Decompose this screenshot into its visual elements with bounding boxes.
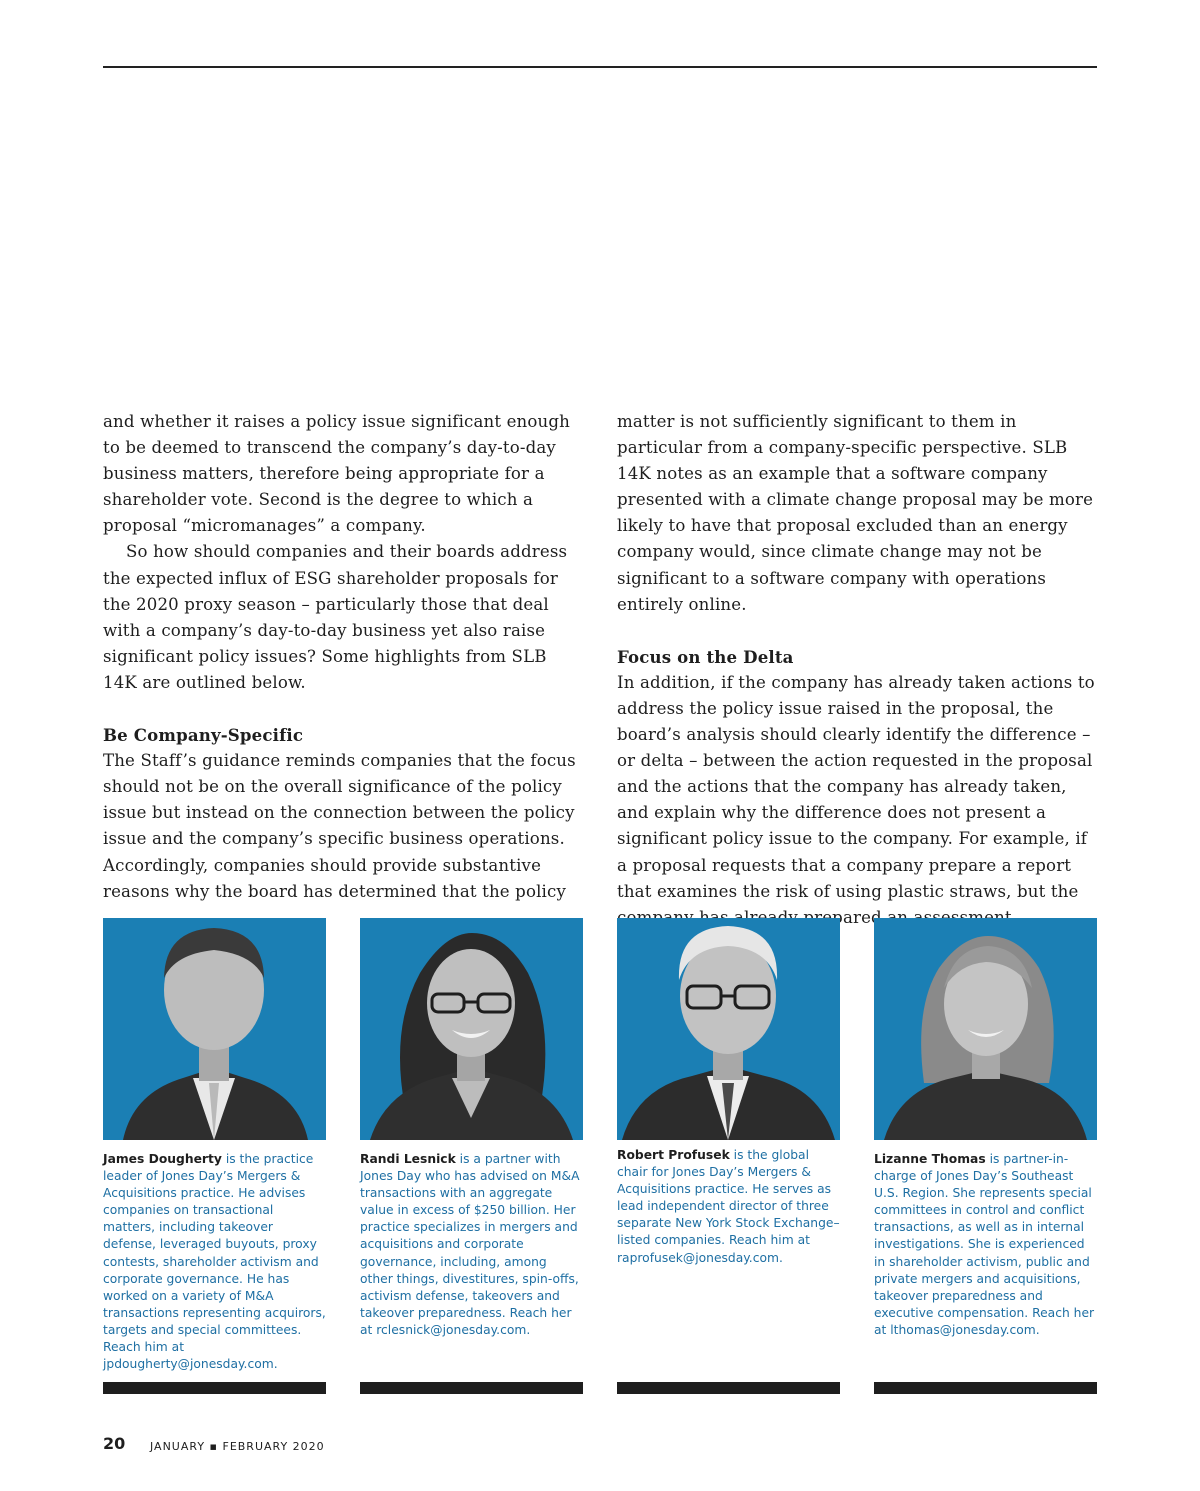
issue-date: JANUARY ▪ FEBRUARY 2020 — [150, 1440, 325, 1453]
top-rule — [103, 66, 1097, 68]
author-bio-lesnick — [360, 918, 583, 1339]
author-description: is a partner with Jones Day who has advised on M&A transactions with an aggregate value in excess of $250 billion. Her practice specializes in mergers and acquisitions and corporate governance, including, among other things, divestitures, spin-offs, activism defense, takeovers and takeover preparedness. Reach her at rclesnick@jonesday.com. — [360, 1152, 580, 1337]
bio-divider-bar — [360, 1382, 583, 1394]
left-paragraph-2: So how should companies and their boards address the expected influx of ESG shareholder proposals for the 2020 proxy season – particularly those that deal with a company’s day-to-day business yet also raise significant policy issues? Some highlights from SLB 14K are outlined below. — [103, 542, 568, 692]
author-bio-text — [617, 1147, 840, 1267]
author-bio-profusek — [617, 918, 840, 1267]
left-paragraph-3: The Staff’s guidance reminds companies that the focus should not be on the overall significance of the policy issue but instead on the connection between the policy issue and the company’s specific business operations. Accordingly, companies should provide substantive reasons why the board has determined that the policy — [103, 751, 576, 901]
author-description: is the practice leader of Jones Day’s Mergers & Acquisitions practice. He advises companies on transactional matters, including takeover defense, leveraged buyouts, proxy contests, shareholder activism and corporate governance. He has worked on a variety of M&A transactions representing acquirors, targets and special committees. Reach him at jpdougherty@jonesday.com. — [103, 1152, 326, 1372]
bio-divider-bar — [103, 1382, 326, 1394]
right-column — [617, 409, 1097, 931]
author-name: Randi Lesnick — [360, 1152, 456, 1166]
author-name: Lizanne Thomas — [874, 1152, 986, 1166]
section-heading-focus-delta: Focus on the Delta — [617, 646, 794, 667]
author-photo — [103, 918, 326, 1140]
left-column — [103, 409, 585, 905]
author-description: is partner-in-charge of Jones Day’s Southeast U.S. Region. She represents special committees in control and conflict transactions, as well as in internal investigations. She is experienced in shareholder activism, public and private mergers and acquisitions, takeover preparedness and executive compensation. Reach her at lthomas@jonesday.com. — [874, 1152, 1095, 1337]
author-bio-dougherty — [103, 918, 326, 1373]
section-heading-company-specific: Be Company-Specific — [103, 725, 304, 746]
left-paragraph-1: and whether it raises a policy issue significant enough to be deemed to transcend the company’s day-to-day business matters, therefore being appropriate for a shareholder vote. Second is the degree to which a proposal “micromanages” a company. — [103, 412, 570, 536]
author-bio-thomas — [874, 918, 1097, 1339]
author-bio-text — [874, 1151, 1097, 1339]
author-photo — [617, 918, 840, 1140]
bio-divider-bar — [617, 1382, 840, 1394]
author-photo — [360, 918, 583, 1140]
author-name: James Dougherty — [103, 1152, 222, 1166]
author-photo — [874, 918, 1097, 1140]
author-bio-text — [360, 1151, 583, 1339]
right-paragraph-2: In addition, if the company has already taken actions to address the policy issue raised in the proposal, the board’s analysis should clearly identify the difference – or delta – between the action requested in the proposal and the actions that the company has already taken, and explain why the difference does not present a significant policy issue to the company. For example, if a proposal requests that a company prepare a report that examines the risk of using plastic straws, but the prepared — [617, 672, 1095, 927]
author-bio-text — [103, 1151, 326, 1373]
right-paragraph-1: matter is not sufficiently significant to them in particular from a company-specific perspective. SLB 14K notes as an example that a software company presented with a climate change proposal may be more likely to have that proposal excluded than an energy company would, since climate change may not be significant to a software company with operations entirely online. — [617, 412, 1094, 614]
page-number: 20 — [103, 1434, 126, 1453]
author-name: Robert Profusek — [617, 1148, 730, 1162]
author-description: is the global chair for Jones Day’s Mergers & Acquisitions practice. He serves as lead independent director of three separate New York Stock Exchange–listed companies. Reach him at raprofusek@jonesday.com. — [617, 1148, 840, 1265]
bio-divider-bar — [874, 1382, 1097, 1394]
